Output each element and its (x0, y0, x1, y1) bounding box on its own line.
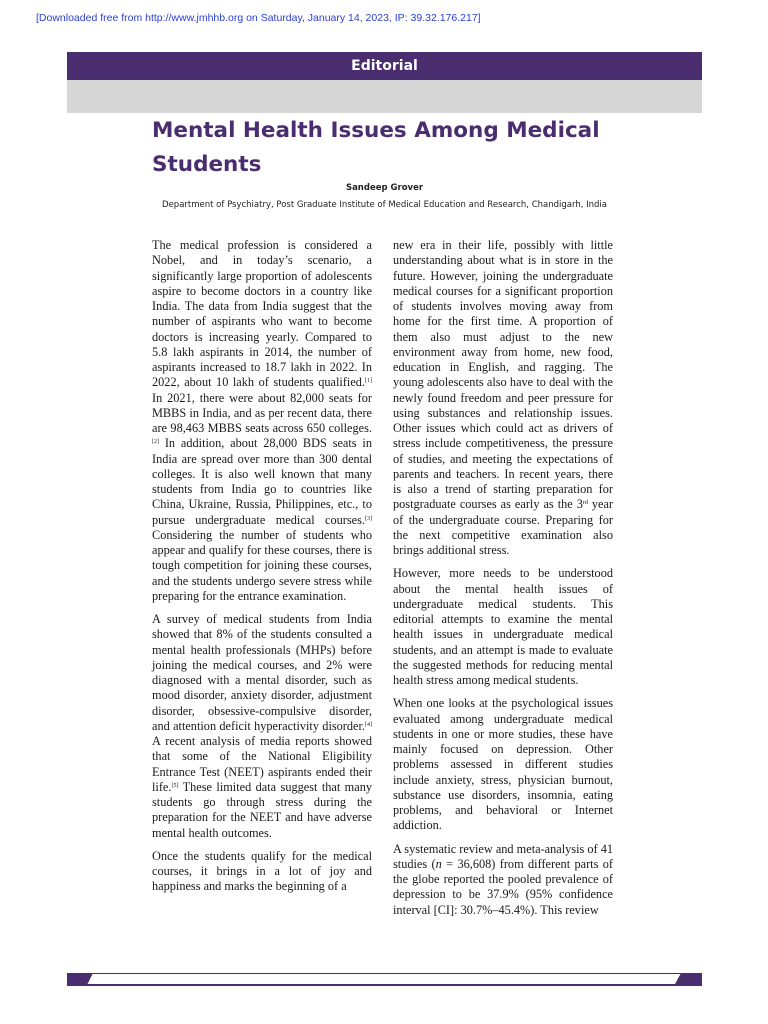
section-header-bar (67, 52, 702, 80)
paragraph (152, 612, 372, 841)
paragraph: Once the students qualify for the medical courses, it brings in a lot of joy and happiness and marks the beginning of a (152, 848, 372, 894)
citation-ref[interactable]: [2] (152, 439, 159, 446)
footer-rule-bottom (67, 984, 702, 986)
paragraph: However, more needs to be understood about the mental health issues of undergraduate medical students. This editorial attempts to examine the mental health issues in undergraduate medical students, and an attempt is made to evaluate the suggested methods for reducing mental health stress among medical students. (393, 566, 613, 687)
article-title: Mental Health Issues Among Medical Students (152, 118, 600, 177)
paragraph-text: A systematic review and meta-analysis of 41 studies ( (393, 841, 613, 871)
paragraph-text: In 2021, there were about 82,000 seats for MBBS in India, and as per recent data, there are 98,463 MBBS seats across 650 colleges. (152, 390, 372, 435)
paragraph-text: These limited data suggest that many students go through stress during the preparation for the NEET and have adverse mental health outcomes. (152, 779, 372, 840)
citation-ref[interactable]: [1] (365, 378, 372, 385)
paragraph (393, 238, 613, 558)
paragraph-text: = 36,608) from different parts of the globe reported the pooled prevalence of depression to be 37.9% (95% confidence interval [CI]: 30.7%–45.4%). This review (393, 856, 613, 917)
paragraph-text: new era in their life, possibly with little understanding about what is in store in the future. However, joining the undergraduate medical courses for a significant proportion of students involves moving away from home for the first time. A proportion of them also must adjust to the new environment away from home, new food, education in English, and ragging. The young adolescents also have to deal with the newly found freedom and peer pressure for using substances and relationship issues. Other issues which could act as drivers of stress include competitiveness, the pressure of studies, and meeting the expectations of parents and teachers. In recent years, there is also a trend of starting preparation for postgraduate courses as early as the 3 (393, 238, 613, 512)
paragraph: When one looks at the psychological issues evaluated among undergraduate medical students in one or more studies, these have mainly focused on depression. Other problems assessed in different studies include anxiety, stress, physician burnout, substance use disorders, insomnia, eating problems, and behavioral or Internet addiction. (393, 696, 613, 833)
citation-ref[interactable]: [4] (365, 721, 372, 728)
paragraph-text: Considering the number of students who appear and qualify for these courses, there is tough competition for joining these courses, and the students undergo severe stress while preparing for the entrance examination. (152, 527, 372, 603)
paragraph-text: A recent analysis of media reports showed that some of the National Eligibility Entrance Test (NEET) aspirants ended their life. (152, 734, 372, 794)
article-author: Sandeep Grover (345, 183, 424, 193)
paragraph-text: A survey of medical students from India showed that 8% of the students consulted a mental health professionals (MHPs) before joining the medical courses, and 2% were diagnosed with a mental disorder, such as mood disorder, anxiety disorder, adjustment disorder, obsessive-compulsive disorder, and attention deficit hyperactivity disorder. (152, 612, 372, 733)
body-column-left (152, 238, 372, 903)
ordinal-suffix: rd (582, 500, 588, 507)
citation-ref[interactable]: [3] (365, 515, 372, 522)
header-gray-band (67, 80, 702, 113)
footer-decoration (67, 970, 702, 986)
paragraph-text: In addition, about 28,000 BDS seats in India are spread over more than 300 dental colleges. It is also well known that many students from India go to countries like China, Ukraine, Russia, Philippines, etc., to pursue undergraduate medical courses. (152, 436, 372, 527)
author-affiliation: Department of Psychiatry, Post Graduate Institute of Medical Education and Research, Chandigarh, India (162, 200, 607, 210)
italic-n: n (435, 856, 442, 871)
footer-rule (67, 973, 702, 974)
body-column-right (393, 238, 613, 926)
paragraph-text: The medical profession is considered a Nobel, and in today’s scenario, a significantly large proportion of adolescents aspire to become doctors in a country like India. The data from India suggest that the number of aspirants who want to become doctors is increasing yearly. Compared to 5.8 lakh aspirants in 2014, the number of aspirants increased to 18.7 lakh in 2022. In 2022, about 10 lakh of students qualified. (152, 238, 372, 390)
footer-corner-right (674, 973, 702, 986)
citation-ref[interactable]: [5] (171, 782, 179, 789)
download-notice: [Downloaded free from http://www.jmhhb.org on Saturday, January 14, 2023, IP: 39.32.176.217] (36, 12, 481, 24)
paragraph (393, 842, 613, 918)
paragraph (152, 238, 372, 604)
section-label: Editorial (351, 58, 418, 74)
paragraph-text: year of the undergraduate course. Preparing for the next competitive examination also brings additional stress. (393, 497, 614, 557)
